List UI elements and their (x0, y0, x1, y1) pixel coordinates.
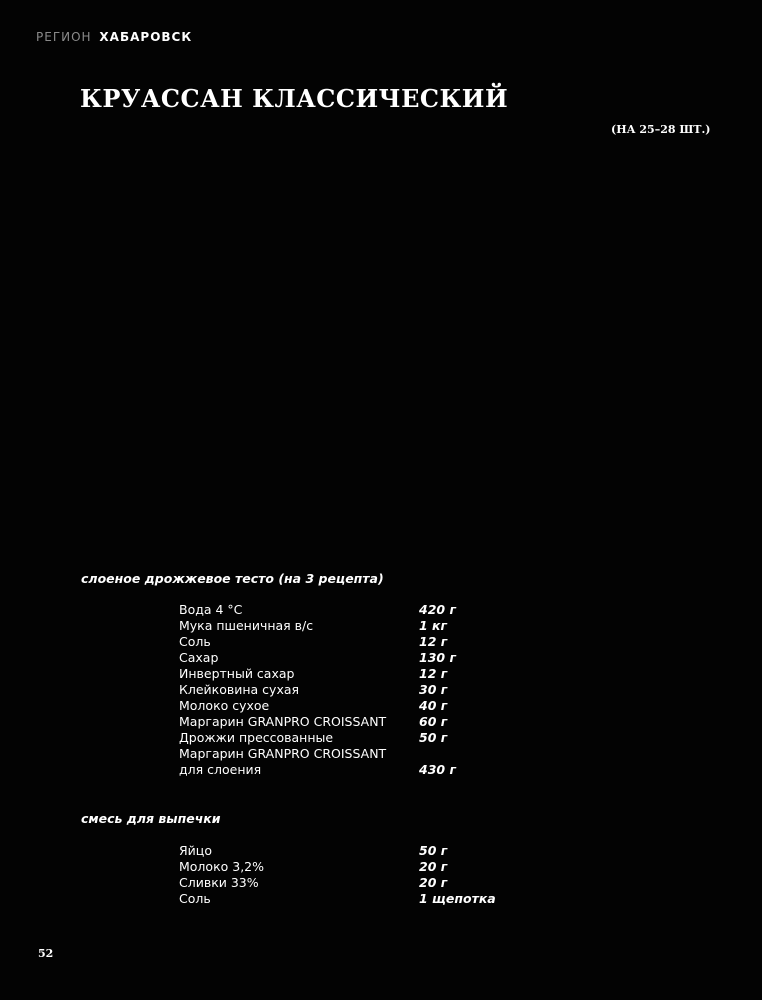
ingredient-name: Маргарин GRANPRO CROISSANT (179, 746, 387, 761)
ingredient-name: Соль (179, 891, 211, 906)
ingredient-amount: 1 кг (419, 618, 448, 633)
ingredient-row (179, 666, 509, 682)
ingredient-name: Инвертный сахар (179, 666, 295, 681)
ingredient-amount: 30 г (419, 682, 448, 697)
ingredient-amount: 60 г (419, 714, 448, 729)
page-header (36, 30, 192, 44)
recipe-yield: (НА 25–28 ШТ.) (611, 123, 711, 136)
section-title-egg-wash: смесь для выпечки (81, 811, 221, 826)
ingredient-name: Соль (179, 634, 211, 649)
ingredient-amount: 20 г (419, 859, 448, 874)
ingredient-row (179, 698, 509, 714)
ingredient-row (179, 682, 509, 698)
ingredient-name: Дрожжи прессованные (179, 730, 334, 745)
ingredient-name: Мука пшеничная в/с (179, 618, 314, 633)
ingredient-row (179, 891, 509, 907)
ingredient-list-dough (179, 602, 509, 778)
recipe-title: КРУАССАН КЛАССИЧЕСКИЙ (80, 84, 509, 113)
ingredient-row (179, 618, 509, 634)
ingredient-amount: 50 г (419, 730, 448, 745)
page-number: 52 (38, 947, 54, 960)
ingredient-amount: 50 г (419, 843, 448, 858)
ingredient-amount: 20 г (419, 875, 448, 890)
ingredient-row (179, 650, 509, 666)
ingredient-amount: 12 г (419, 666, 448, 681)
ingredient-amount: 430 г (419, 762, 456, 777)
ingredient-amount: 1 щепотка (419, 891, 496, 906)
ingredient-amount: 40 г (419, 698, 448, 713)
ingredient-name: Маргарин GRANPRO CROISSANT (179, 714, 387, 729)
ingredient-name: Сливки 33% (179, 875, 259, 890)
ingredient-name: Молоко 3,2% (179, 859, 264, 874)
ingredient-row (179, 714, 509, 730)
ingredient-name: Сахар (179, 650, 219, 665)
region-city: ХАБАРОВСК (99, 30, 193, 44)
ingredient-amount: 130 г (419, 650, 456, 665)
ingredient-row (179, 730, 509, 746)
ingredient-row (179, 843, 509, 859)
ingredient-amount: 420 г (419, 602, 456, 617)
ingredient-row (179, 634, 509, 650)
section-title-dough: слоеное дрожжевое тесто (на 3 рецепта) (81, 571, 384, 586)
ingredient-amount: 12 г (419, 634, 448, 649)
ingredient-row (179, 859, 509, 875)
region-label: РЕГИОН (36, 30, 92, 44)
ingredient-name: Клейковина сухая (179, 682, 300, 697)
ingredient-row (179, 602, 509, 618)
ingredient-row (179, 746, 509, 778)
ingredient-name: Яйцо (179, 843, 212, 858)
ingredient-name: Молоко сухое (179, 698, 270, 713)
ingredient-row (179, 875, 509, 891)
ingredient-name: Вода 4 °С (179, 602, 243, 617)
ingredient-list-egg-wash (179, 843, 509, 907)
ingredient-name-continued: для слоения (179, 762, 262, 777)
